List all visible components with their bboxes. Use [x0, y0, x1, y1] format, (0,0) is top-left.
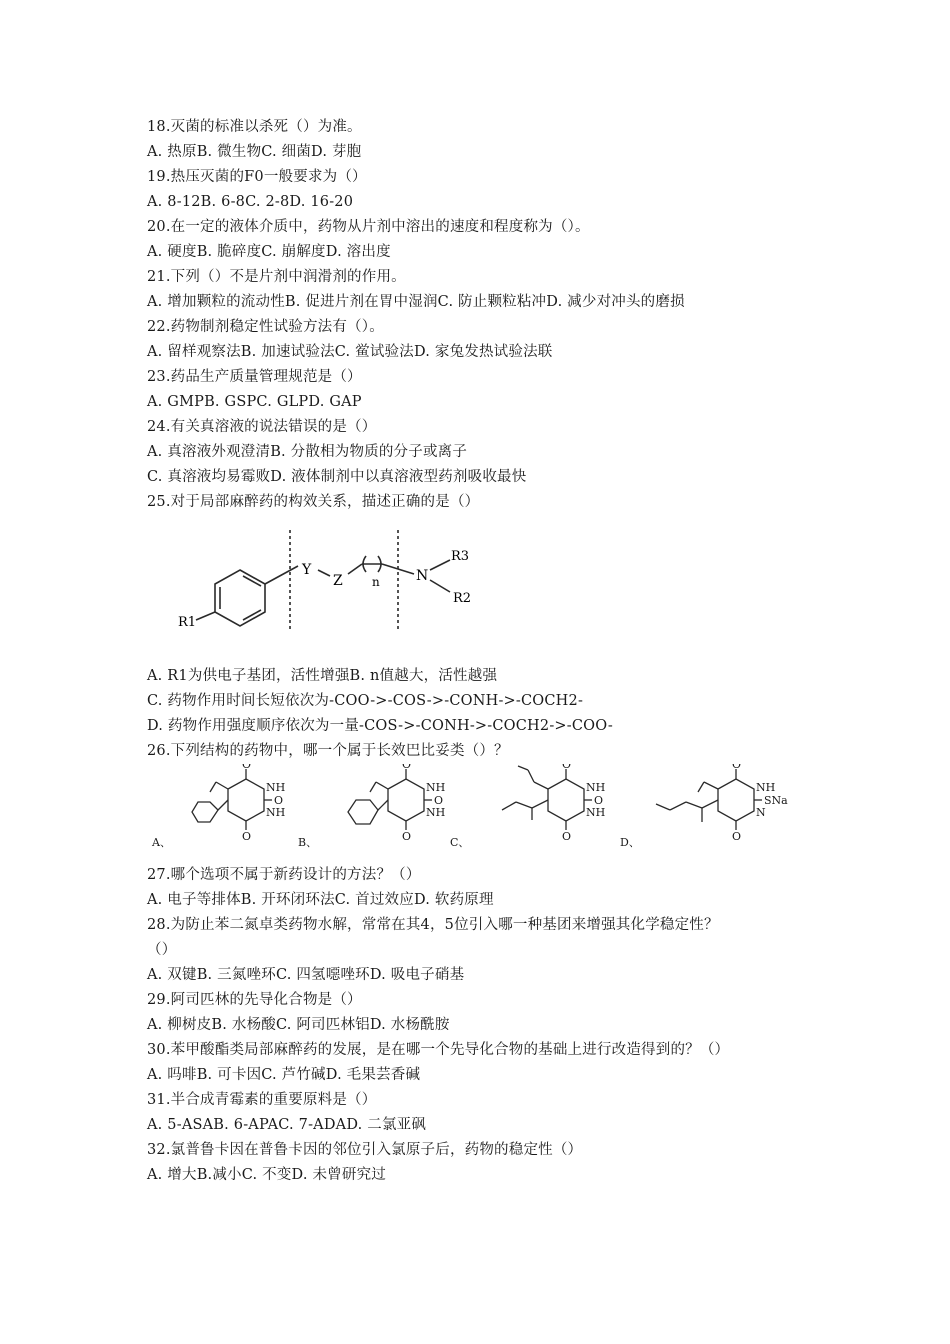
options-25-c: C. 药物作用时间长短依次为-COO->-COS->-CONH->-COCH2- — [147, 693, 584, 709]
option-a-label: A、 — [152, 836, 171, 849]
question-26: 26.下列结构的药物中，哪一个属于长效巴比妥类（）？ — [147, 743, 509, 759]
structure-d — [620, 764, 788, 849]
options-25-d: D. 药物作用强度顺序依次为一量-COS->-CONH->-COCH2->-COO- — [147, 718, 613, 734]
svg-text:O: O — [274, 794, 284, 807]
atom-nh: NH — [756, 781, 776, 794]
svg-text:O: O — [402, 830, 412, 843]
structure-b — [298, 764, 445, 849]
atom-o: O — [732, 764, 742, 771]
label-n-atom: N — [416, 568, 429, 584]
options-27: A. 电子等排体B. 开环闭环法C. 首过效应D. 软药原理 — [147, 892, 494, 908]
label-r1: R1 — [178, 615, 197, 630]
question-24: 24.有关真溶液的说法错误的是（） — [147, 419, 377, 435]
options-24-cd: C. 真溶液均易霉败D. 液体制剂中以真溶液型药剂吸收最快 — [147, 469, 527, 485]
label-y: Y — [302, 562, 312, 578]
options-29: A. 柳树皮B. 水杨酸C. 阿司匹林铝D. 水杨酰胺 — [147, 1017, 450, 1033]
question-18: 18.灭菌的标准以杀死（）为准。 — [147, 119, 362, 135]
question-27: 27.哪个选项不属于新药设计的方法？（） — [147, 867, 421, 883]
barbiturate-structures-figure — [150, 764, 810, 854]
local-anesthetic-structure-diagram — [168, 530, 508, 635]
options-18: A. 热原B. 微生物C. 细菌D. 芽胞 — [147, 144, 362, 160]
options-30: A. 吗啡B. 可卡因C. 芦竹碱D. 毛果芸香碱 — [147, 1067, 421, 1083]
benzene-ring — [215, 570, 265, 626]
svg-text:O: O — [402, 764, 412, 771]
local-anesthetic-structure-figure — [168, 530, 508, 635]
options-23: A. GMPB. GSPC. GLPD. GAP — [147, 394, 362, 410]
structure-a — [151, 764, 285, 849]
question-30: 30.苯甲酸酯类局部麻醉药的发展，是在哪一个先导化合物的基础上进行改造得到的？（） — [147, 1042, 730, 1058]
svg-text:O: O — [732, 830, 742, 843]
svg-text:O: O — [434, 794, 444, 807]
question-31: 31.半合成青霉素的重要原料是（） — [147, 1092, 377, 1108]
option-c-label: C、 — [450, 836, 470, 849]
options-28: A. 双键B. 三氮唑环C. 四氢噁唑环D. 吸电子硝基 — [147, 967, 465, 983]
question-19: 19.热压灭菌的F0一般要求为（） — [147, 169, 367, 185]
options-24-ab: A. 真溶液外观澄清B. 分散相为物质的分子或离子 — [147, 444, 468, 460]
options-19: A. 8-12B. 6-8C. 2-8D. 16-20 — [147, 194, 354, 210]
option-b-label: B、 — [298, 836, 318, 849]
label-n: n — [372, 575, 380, 589]
label-r3: R3 — [451, 549, 470, 564]
structure-c — [450, 764, 605, 849]
svg-text:O: O — [562, 764, 572, 771]
options-21: A. 增加颗粒的流动性B. 促进片剂在胃中湿润C. 防止颗粒粘冲D. 减少对冲头的磨损 — [147, 294, 685, 310]
barbiturate-structures-diagram — [150, 764, 810, 854]
options-31: A. 5-ASAB. 6-APAC. 7-ADAD. 二氯亚砜 — [147, 1117, 427, 1133]
option-d-label: D、 — [620, 836, 640, 849]
question-28: 28.为防止苯二氮卓类药物水解，常常在其4，5位引入哪一种基团来增强其化学稳定性？ — [147, 917, 719, 933]
svg-text:O: O — [242, 764, 252, 771]
question-21: 21.下列（）不是片剂中润滑剂的作用。 — [147, 269, 406, 285]
question-23: 23.药品生产质量管理规范是（） — [147, 369, 362, 385]
svg-text:NH: NH — [266, 781, 286, 794]
label-z: Z — [333, 573, 343, 589]
question-28-blank: （） — [147, 942, 177, 958]
question-20: 20.在一定的液体介质中，药物从片剂中溶出的速度和程度称为（）。 — [147, 219, 590, 235]
svg-text:NH: NH — [586, 806, 606, 819]
question-22: 22.药物制剂稳定性试验方法有（）。 — [147, 319, 384, 335]
label-r2: R2 — [453, 591, 472, 606]
svg-text:NH: NH — [426, 781, 446, 794]
options-22: A. 留样观察法B. 加速试验法C. 鲎试验法D. 家兔发热试验法联 — [147, 344, 553, 360]
svg-text:O: O — [242, 830, 252, 843]
question-32: 32.氯普鲁卡因在普鲁卡因的邻位引入氯原子后，药物的稳定性（） — [147, 1142, 583, 1158]
atom-sna: SNa — [764, 794, 788, 807]
question-25: 25.对于局部麻醉药的构效关系，描述正确的是（） — [147, 494, 480, 510]
svg-text:O: O — [594, 794, 604, 807]
options-32: A. 增大B.减小C. 不变D. 未曾研究过 — [147, 1167, 386, 1183]
svg-text:O: O — [562, 830, 572, 843]
svg-text:NH: NH — [586, 781, 606, 794]
question-29: 29.阿司匹林的先导化合物是（） — [147, 992, 362, 1008]
svg-text:NH: NH — [426, 806, 446, 819]
options-20: A. 硬度B. 脆碎度C. 崩解度D. 溶出度 — [147, 244, 391, 260]
options-25-ab: A. R1为供电子基团，活性增强B. n值越大，活性越强 — [147, 668, 498, 684]
atom-n: N — [756, 806, 766, 819]
svg-text:NH: NH — [266, 806, 286, 819]
